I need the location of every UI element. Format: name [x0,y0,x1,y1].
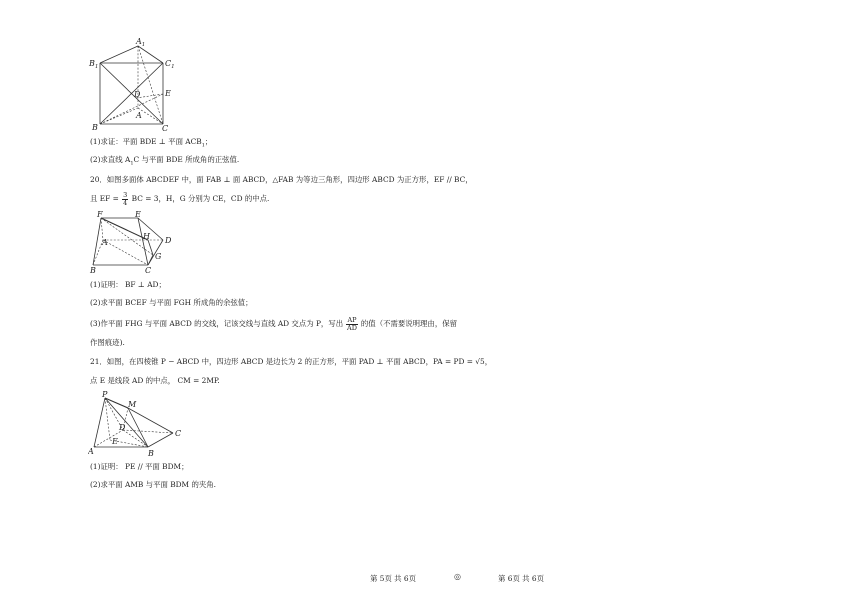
label-E: E [165,89,171,98]
q19-part2: (2)求直线 $A_1C$ 与平面 BDE 所成角的正弦值. [90,155,240,167]
label-D: D [165,236,172,245]
label-A: A [136,111,142,120]
figure-prism [88,38,178,134]
label-A1: $A_1$ [136,38,146,48]
label-C1: $C_1$ [165,59,175,70]
label-B: B [148,449,154,458]
label-P: P [102,390,108,399]
q20-part3-line2: 作图痕迹). [90,338,125,347]
label-C: C [175,429,182,438]
q20-part3-fraction: $\frac{AP}{AD}$ [347,315,357,332]
label-A: A [102,238,108,247]
q20-fraction: $\frac{3}{4}$ [123,190,128,207]
label-H: H [143,232,150,241]
q20-line1: 20．如图多面体 ABCDEF 中，面 FAB ⊥ 面 ABCD，△FAB 为等边三角形，四边形 ABCD 为正方形，EF // BC， [90,175,473,184]
label-M: M [128,400,137,409]
label-B1: $B_1$ [89,59,99,70]
q21-line2: 点 E 是线段 AD 的中点， CM = 2MP. [90,376,220,385]
q21-part1: (1)证明： PE // 平面 BDM； [90,462,189,471]
q20-part2: (2)求平面 BCEF 与平面 FGH 所成角的余弦值； [90,298,253,307]
label-G: G [155,252,162,261]
page-footer-left: 第 5页 共 6页 [370,574,417,583]
q21-part2: (2)求平面 AMB 与平面 BDM 的夹角. [90,480,216,489]
label-C: C [162,124,169,133]
label-B: B [92,123,98,132]
footer-separator-icon: ◎ [454,572,461,581]
label-C: C [145,266,152,275]
label-D: D [119,423,126,432]
label-E: E [112,437,118,446]
label-D: D [134,90,141,99]
q20-line2: 且 EF = $\frac{3}{4}$ BC = 3，H，G 分别为 CE，CD 的中点. [90,190,270,207]
figure-pyramid [88,390,188,458]
q19-part1: (1)求证：平面 BDE ⊥ 平面 $ACB_1$； [90,137,213,149]
q20-part3: (3)作平面 FHG 与平面 ABCD 的交线，记该交线与直线 AD 交点为 P，写出 $\frac{AP}{AD}$ 的值（不需要说明理由，保留 [90,315,457,332]
label-B: B [90,266,96,275]
label-E: E [135,210,141,219]
page-footer-right: 第 6页 共 6页 [498,574,545,583]
q20-part1: (1)证明： BF ⊥ AD； [90,280,166,289]
label-F: F [97,210,103,219]
q21-line1: 21．如图，在四棱锥 P − ABCD 中，四边形 ABCD 是边长为 2 的正方形，平面 PAD ⊥ 平面 ABCD，PA = PD = √5， [90,357,493,366]
label-A: A [88,447,94,456]
figure-polyhedron [88,210,178,276]
prism-top-face [100,46,163,63]
